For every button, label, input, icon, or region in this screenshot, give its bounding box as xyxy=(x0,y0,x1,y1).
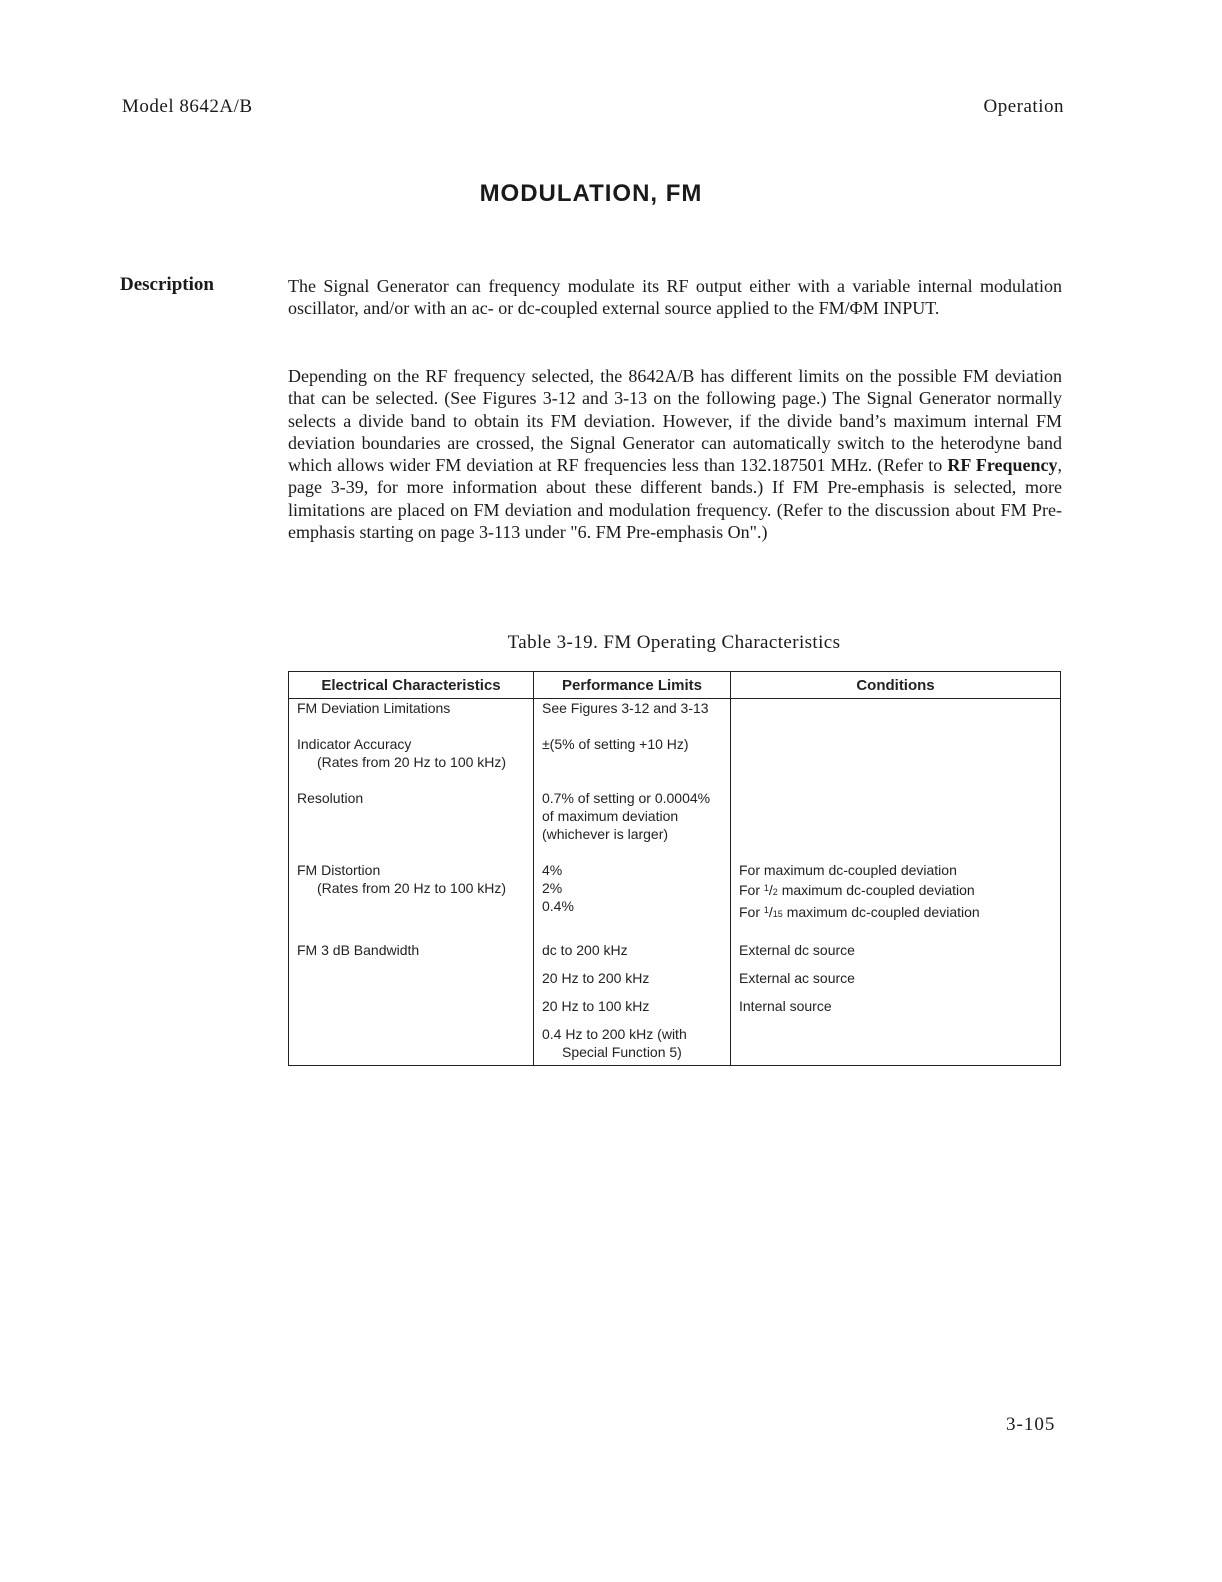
condition-line: External ac source xyxy=(739,970,855,986)
limit-line: dc to 200 kHz xyxy=(542,942,628,958)
cell-limit xyxy=(534,789,731,843)
column-header-conditions: Conditions xyxy=(731,672,1061,699)
cell-characteristic xyxy=(289,735,534,771)
condition-text: maximum dc-coupled deviation xyxy=(782,904,980,920)
condition-text: maximum dc-coupled deviation xyxy=(777,882,975,898)
limit-line: 20 Hz to 100 kHz xyxy=(542,998,650,1014)
table-header-row xyxy=(289,672,1061,699)
table-row xyxy=(289,861,1061,923)
column-header-electrical: Electrical Characteristics xyxy=(289,672,534,699)
condition-line: For $^1$/15 maximum dc-coupled deviation xyxy=(739,904,980,920)
cell-limit xyxy=(534,941,731,1066)
limit-line: of maximum deviation xyxy=(542,808,679,824)
cell-condition xyxy=(731,789,1061,843)
table-row xyxy=(289,699,1061,718)
condition-line: Internal source xyxy=(739,998,832,1014)
description-label: Description xyxy=(120,274,214,295)
table-caption: Table 3-19. FM Operating Characteristics xyxy=(507,632,841,653)
limit-line: 4% xyxy=(542,862,563,878)
limit-line: 0.7% of setting or 0.0004% xyxy=(542,790,711,806)
cell-characteristic xyxy=(289,861,534,923)
cell-condition xyxy=(731,941,1061,1066)
cell-limit: See Figures 3-12 and 3-13 xyxy=(534,699,731,718)
limit-line: 20 Hz to 200 kHz xyxy=(542,970,650,986)
condition-text: For xyxy=(739,882,764,898)
model-header: Model 8642A/B xyxy=(122,96,253,117)
characteristic-sub: (Rates from 20 Hz to 100 kHz) xyxy=(317,754,507,770)
column-header-performance: Performance Limits xyxy=(534,672,731,699)
cell-characteristic: Resolution xyxy=(289,789,534,843)
characteristic-sub: (Rates from 20 Hz to 100 kHz) xyxy=(317,880,507,896)
limit-line: Special Function 5) xyxy=(562,1044,682,1060)
limit-line: (whichever is larger) xyxy=(542,826,669,842)
condition-line: For $^1$/2 maximum dc-coupled deviation xyxy=(739,882,975,898)
description-paragraph-1: The Signal Generator can frequency modulate its RF output either with a variable internal modulation oscillator, and/or with an ac- or dc-coupled external source applied to the FM/ΦM INPUT. xyxy=(288,276,1062,319)
condition-line: External dc source xyxy=(739,942,855,958)
rf-frequency-reference: RF Frequency xyxy=(947,455,1058,476)
fraction-denominator: 15 xyxy=(772,909,783,919)
table-row xyxy=(289,941,1061,1066)
cell-limit: ±(5% of setting +10 Hz) xyxy=(534,735,731,771)
page-number: 3-105 xyxy=(1006,1414,1056,1435)
cell-condition xyxy=(731,861,1061,923)
cell-characteristic: FM Deviation Limitations xyxy=(289,699,534,718)
cell-condition xyxy=(731,699,1061,718)
page-title: MODULATION, FM xyxy=(479,180,703,207)
table-row xyxy=(289,789,1061,843)
section-header: Operation xyxy=(983,96,1064,117)
table-row xyxy=(289,735,1061,771)
cell-condition xyxy=(731,735,1061,771)
limit-line: 2% xyxy=(542,880,563,896)
description-paragraph-2 xyxy=(288,365,1062,543)
condition-line: For maximum dc-coupled deviation xyxy=(739,862,957,878)
characteristic-label: Indicator Accuracy xyxy=(297,736,412,752)
paragraph-2-text-b: , page 3-39, for more information about these different bands.) If FM Pre-emphasis is selected, more limitations are placed on FM deviation and modulation frequency. (Refer to the discussion about FM Pre-emphasis starting on page 3-113 under "6. FM Pre-emphasis On".) xyxy=(288,455,1062,543)
condition-text: For xyxy=(739,904,764,920)
characteristic-label: FM Distortion xyxy=(297,862,381,878)
fm-characteristics-table xyxy=(288,671,1061,1066)
cell-characteristic: FM 3 dB Bandwidth xyxy=(289,941,534,1066)
limit-line: 0.4 Hz to 200 kHz (with xyxy=(542,1026,687,1042)
paragraph-2-text-a: Depending on the RF frequency selected, the 8642A/B has different limits on the possible FM deviation that can be selected. (See Figures 3-12 and 3-13 on the following page.) The Signal Generator normally selects a divide band to obtain its FM deviation. However, if the divide band’s maximum internal FM deviation boundaries are crossed, the Signal Generator can automatically switch to the heterodyne band which allows wider FM deviation at RF frequencies less than 132.187501 MHz. (Refer to xyxy=(288,366,1062,476)
cell-limit xyxy=(534,861,731,923)
limit-line: 0.4% xyxy=(542,898,574,914)
fraction-numerator: 1 xyxy=(763,883,769,893)
fraction-denominator: 2 xyxy=(772,887,778,897)
fraction-numerator: 1 xyxy=(763,905,769,915)
